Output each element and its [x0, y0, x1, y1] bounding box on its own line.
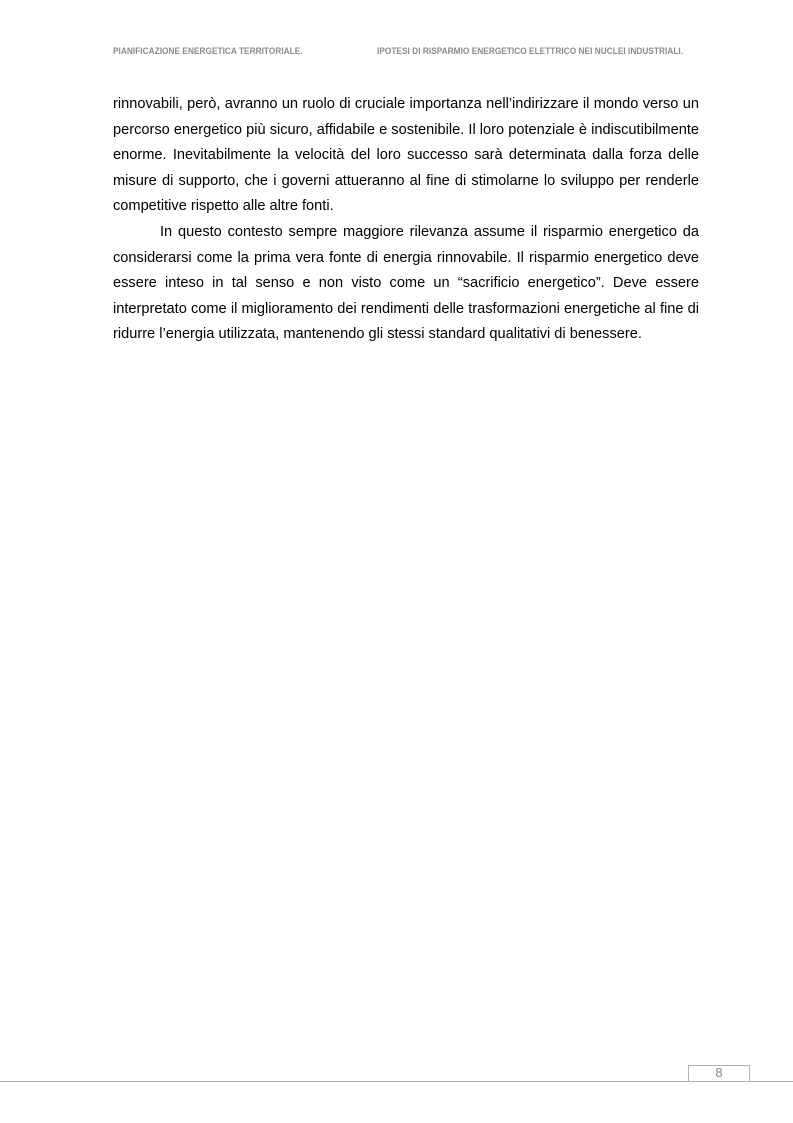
- page-number: 8: [715, 1065, 723, 1080]
- paragraph-risparmio-energetico: In questo contesto sempre maggiore rilevanza assume il risparmio energetico da considerarsi come la prima vera fonte di energia rinnovabile. Il risparmio energetico deve essere inteso in tal senso e non visto come un “sacrificio energetico”. Deve essere interpretato come il miglioramento dei rendimenti delle trasformazioni energetiche al fine di ridurre l’energia utilizzata, mantenendo gli stessi standard qualitativi di benessere.: [113, 223, 699, 343]
- paragraph-continued: rinnovabili, però, avranno un ruolo di cruciale importanza nell’indirizzare il mondo verso un percorso energetico più sicuro, affidabile e sostenibile. Il loro potenziale è indiscutibilmente enorme. Inevitabilmente la velocità del loro successo sarà determinata dalla forza delle misure di supporto, che i governi attueranno al fine di stimolarne lo sviluppo per renderle competitive rispetto alle altre fonti.: [113, 96, 699, 215]
- page-number-box: [688, 1065, 750, 1081]
- header-left-title: PIANIFICAZIONE ENERGETICA TERRITORIALE.: [113, 46, 303, 57]
- body-text: [113, 92, 699, 348]
- header-right-title: IPOTESI DI RISPARMIO ENERGETICO ELETTRICO NEI NUCLEI INDUSTRIALI.: [377, 46, 684, 57]
- footer-rule: [0, 1081, 793, 1082]
- running-header: [113, 46, 700, 62]
